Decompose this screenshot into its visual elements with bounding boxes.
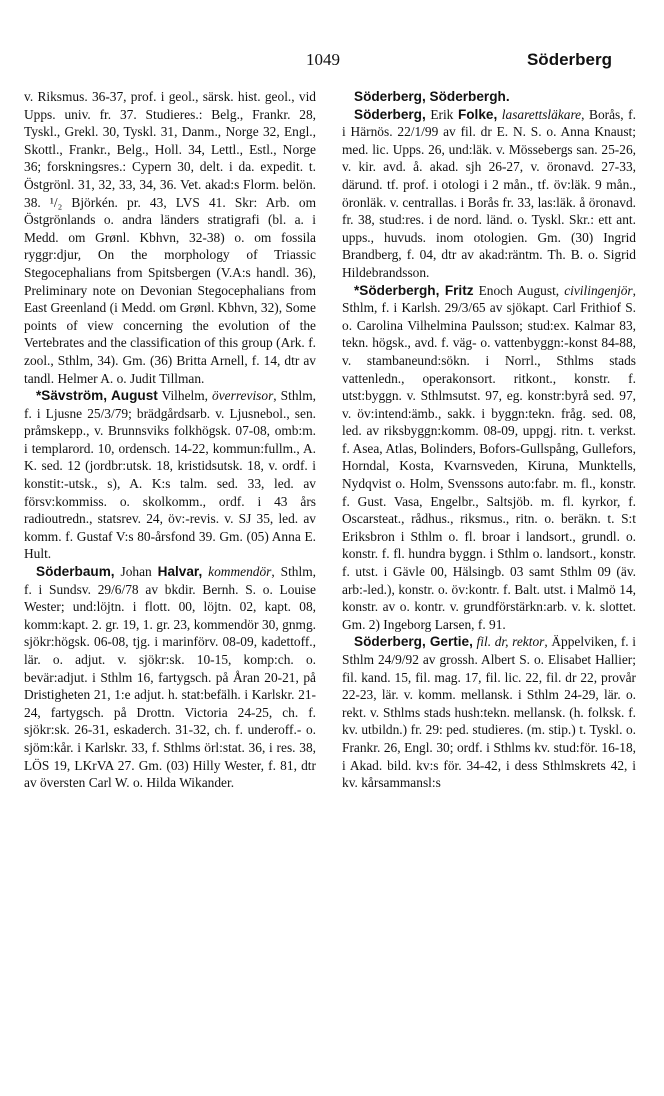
entry-name: *Sävström, August (36, 388, 158, 404)
entry-soderberg-gertie (342, 633, 636, 791)
entry-title: överrevisor (212, 388, 274, 404)
entry-soderbaum (24, 563, 316, 792)
left-column (24, 88, 316, 792)
entry-given-names: Vilhelm, (157, 388, 213, 404)
right-column (342, 88, 636, 792)
entry-title: lasarettsläkare (497, 106, 582, 122)
entry-name: Söderberg, (354, 106, 426, 122)
entry-given-names: Enoch August, (473, 282, 565, 298)
entry-soderberg-folke (342, 106, 636, 282)
running-head: Söderberg (526, 50, 612, 69)
entry-text: , Sthlm, f. i Karlsh. 29/3/65 av sjökapt. Carl Frithiof S. o. Carolina Vilhelmina Paulsson; stud:ex. Kalmar 83, tekn. högsk., avd. f. väg- o. vattenbyggn:-konst 84-88, v. stambaneund:sökn. i Norrl., Sthlms stads vattenledn., operakonsort. ritkont., konstr. f. utst:byggn. v. Sthlmsutst. 97, eg. konstr:byrå sed. 97, v. öv:intend:ämb., sakk. i byggn:tekn. fråg. sed. 08, led. av riksbyggn:komm. 08-09, uppgj. ritn. t. verkst. f. Asea, Atlas, Bolinders, Bofors-Gullspång, Gullefors, Horndal, Kosta, Kvarnsveden, Kiruna, Munktells, Nydqvist o. Holm, Svenssons auto:fabr. m. fl., konstr. f. Gust. Vasa, Engelbr., Saltsjöb. m. fl. kyrkor, f. Oscarsteat., rådhus., riksmus., ritn. o. beräkn. t. S:t Eriksbron i Sthlm o. fl. broar i landsort., grundl. o. konstr. f. fl. hundra byggn. i Sthlm o. landsort., konstr. f. utst. i Gävle 00, Hälsingb. 03 samt Sthlm 09 (äv. arb:-led.), konstr. o. öv:kontr. f. Balt. utst. i Malmö 14, konstr. av o. kontr. v. grundförstärkn:arb. v. k. slottet. Gm. 2) Ingeborg Larsen, f. 91. (342, 282, 636, 632)
entry-title: civilingenjör (564, 282, 633, 298)
entry-crossref (342, 88, 636, 106)
entry-name: Söderberg, Söderbergh. (354, 89, 510, 104)
entry-text: , Borås, f. i Härnös. 22/1/99 av fil. dr E. N. S. o. Anna Knaust; med. lic. Upps. 26, und:läk. v. Mössebergs san. 25-26, v. kir. avd. å. akad. sjh 26-27, v. öronavd. 27-33, därund. tf. prof. i otologi i 2 mån., tf. öv:läk. 9 mån., öronläk. v. centrallas. i Borås fr. 33, las:läk. å öronavd. fr. 38, stud:res. i de nord. länd. o. Tyskl. Skr.: ett ant. upps., huvuds. inom otologien. Gm. (30) Ingrid Brandberg, f. 04, dtr av akad:räntm. Th. B. o. Sigrid Hildebrandsson. (342, 106, 636, 280)
entry-title: fil. dr, rektor (472, 634, 545, 650)
entry-name-called: Folke, (457, 106, 498, 122)
entry-name: Söderberg, Gertie, (354, 634, 473, 650)
entry-name: Söderbaum, (36, 564, 115, 580)
page-number: 1049 (306, 50, 340, 69)
entry-soderbergh-fritz (342, 282, 636, 634)
entry-given-names: Johan (114, 564, 158, 580)
entry-text: , Äppelviken, f. i Sthlm 24/9/92 av grossh. Albert S. o. Elisabet Hallier; fil. kand. 15, fil. mag. 17, fil. lic. 22, fil. dr 22, provår 22-23, lär. v. komm. mellansk. i Sthlm 24-29, lär. o. rekt. v. Sthlms stads hush:tekn. mellansk. (h. folksk. f. kv. utbildn.) fr. 29: ped. studieres. (m. stip.) t. Tyskl. o. Frankr. 26, Engl. 30; ordf. i Sthlms kv. stud:för. 16-18, i Akad. bild. kv:s för. 34-42, i dess Sthlmskrets 42, i kv. kårsammansl:s (342, 634, 636, 791)
page-header (0, 44, 664, 74)
entry-given-names: Erik (425, 106, 458, 122)
entry-text: , Sthlm, f. i Ljusne 25/3/79; brädgårdsarb. v. Ljusnebol., sen. pråmskepp., v. Brunnsviks folkhögsk. 07-08, omb:m. i templarord. 10, ordensch. 14-22, kommun:fullm., A. K. sed. 12 (jordbr:utsk. 18, kristidsutsk. 18, v. ordf. i konstit:-utsk., s), A. K:s talm. sed. 33, led. av försv:kommiss. o. skolkomm., ordf. i 43 års radioutredn., statsrev. 24, öv:-revis. v. SJ 35, led. av komm. f. Gustaf V:s 80-årsfond 39. Gm. (05) Anna E. Hult. (24, 388, 317, 562)
entry-continuation (24, 88, 316, 387)
entry-name: *Söderbergh, Fritz (354, 282, 474, 298)
entry-title: kommendör (202, 564, 272, 580)
entry-name-called: Halvar, (157, 564, 203, 580)
entry-savstrom (24, 387, 316, 563)
entry-text: v. Riksmus. 36-37, prof. i geol., särsk. hist. geol., vid Upps. univ. fr. 37. Studieres.: Belg., Frankr. 28, Tyskl., Grekl. 30, Tyskl. 31, Danm., Norge 32, Engl., Skottl., Frankr., Belg., Holl. 34, Lettl., Estl., Norge 36; forskningsres.: Cypern 30, delt. i da. expedit. t. Östgrönl. 31, 32, 33, 34, 36. Vet. akad:s Florm. belön. 38. ¹/₂ Björkén. pr. 43, LVS 41. Skr: Arb. om Östgrönlands o. andra länders stratigrafi (bl. a. i Medd. om Grønl. Kbhvn, 32-38) o. om fossila ryggr:djur, On the morphology of Triassic Stegocephalians from Spitsbergen (V.A:s handl. 36), Preliminary note on Devonian Stegocephalians from East Greenland (i Medd. om Grønl. Kbhvn, 32), Some points of view concerning the evolution of the Vertebrates and the classification of this group (Ark. f. zool., Sthlm, 34). Gm. (36) Britta Arnell, f. 14, dtr av tandl. Helmer A. o. Judit Tillman. (24, 89, 316, 386)
entry-text: , Sthlm, f. i Sundsv. 29/6/78 av bkdir. Bernh. S. o. Louise Wester; und:löjtn. i flott. 00, löjtn. 02, kapt. 08, komm:kapt. 2. gr. 19, 1. gr. 23, kommendör 30, gnmg. sjökr:högsk. 06-08, tjg. i marinförv. 08-09, kadettoff., lär. o. adjut. v. sjökr:sk. 10-15, komp:ch. o. bevär:adjut. i Sthlm 16, fartygsch. på Åran 20-21, på Dristigheten 21, 1:e adjut. h. stat:befälh. i Karlskr. 21-24, fartygsch. på Drottn. Victoria 24-25, ch. f. sjökr:sk. 26-31, eskaderch. 31-32, ch. f. underoff.- o. sjöm:kår. i Karlskr. 33, f. Sthlms örl:stat. 36, i res. 38, LÖS 19, LKrVA 27. Gm. (03) Hilly Wester, f. 81, dtr av översten Carl W. o. Hilda Wikander. (24, 564, 316, 791)
